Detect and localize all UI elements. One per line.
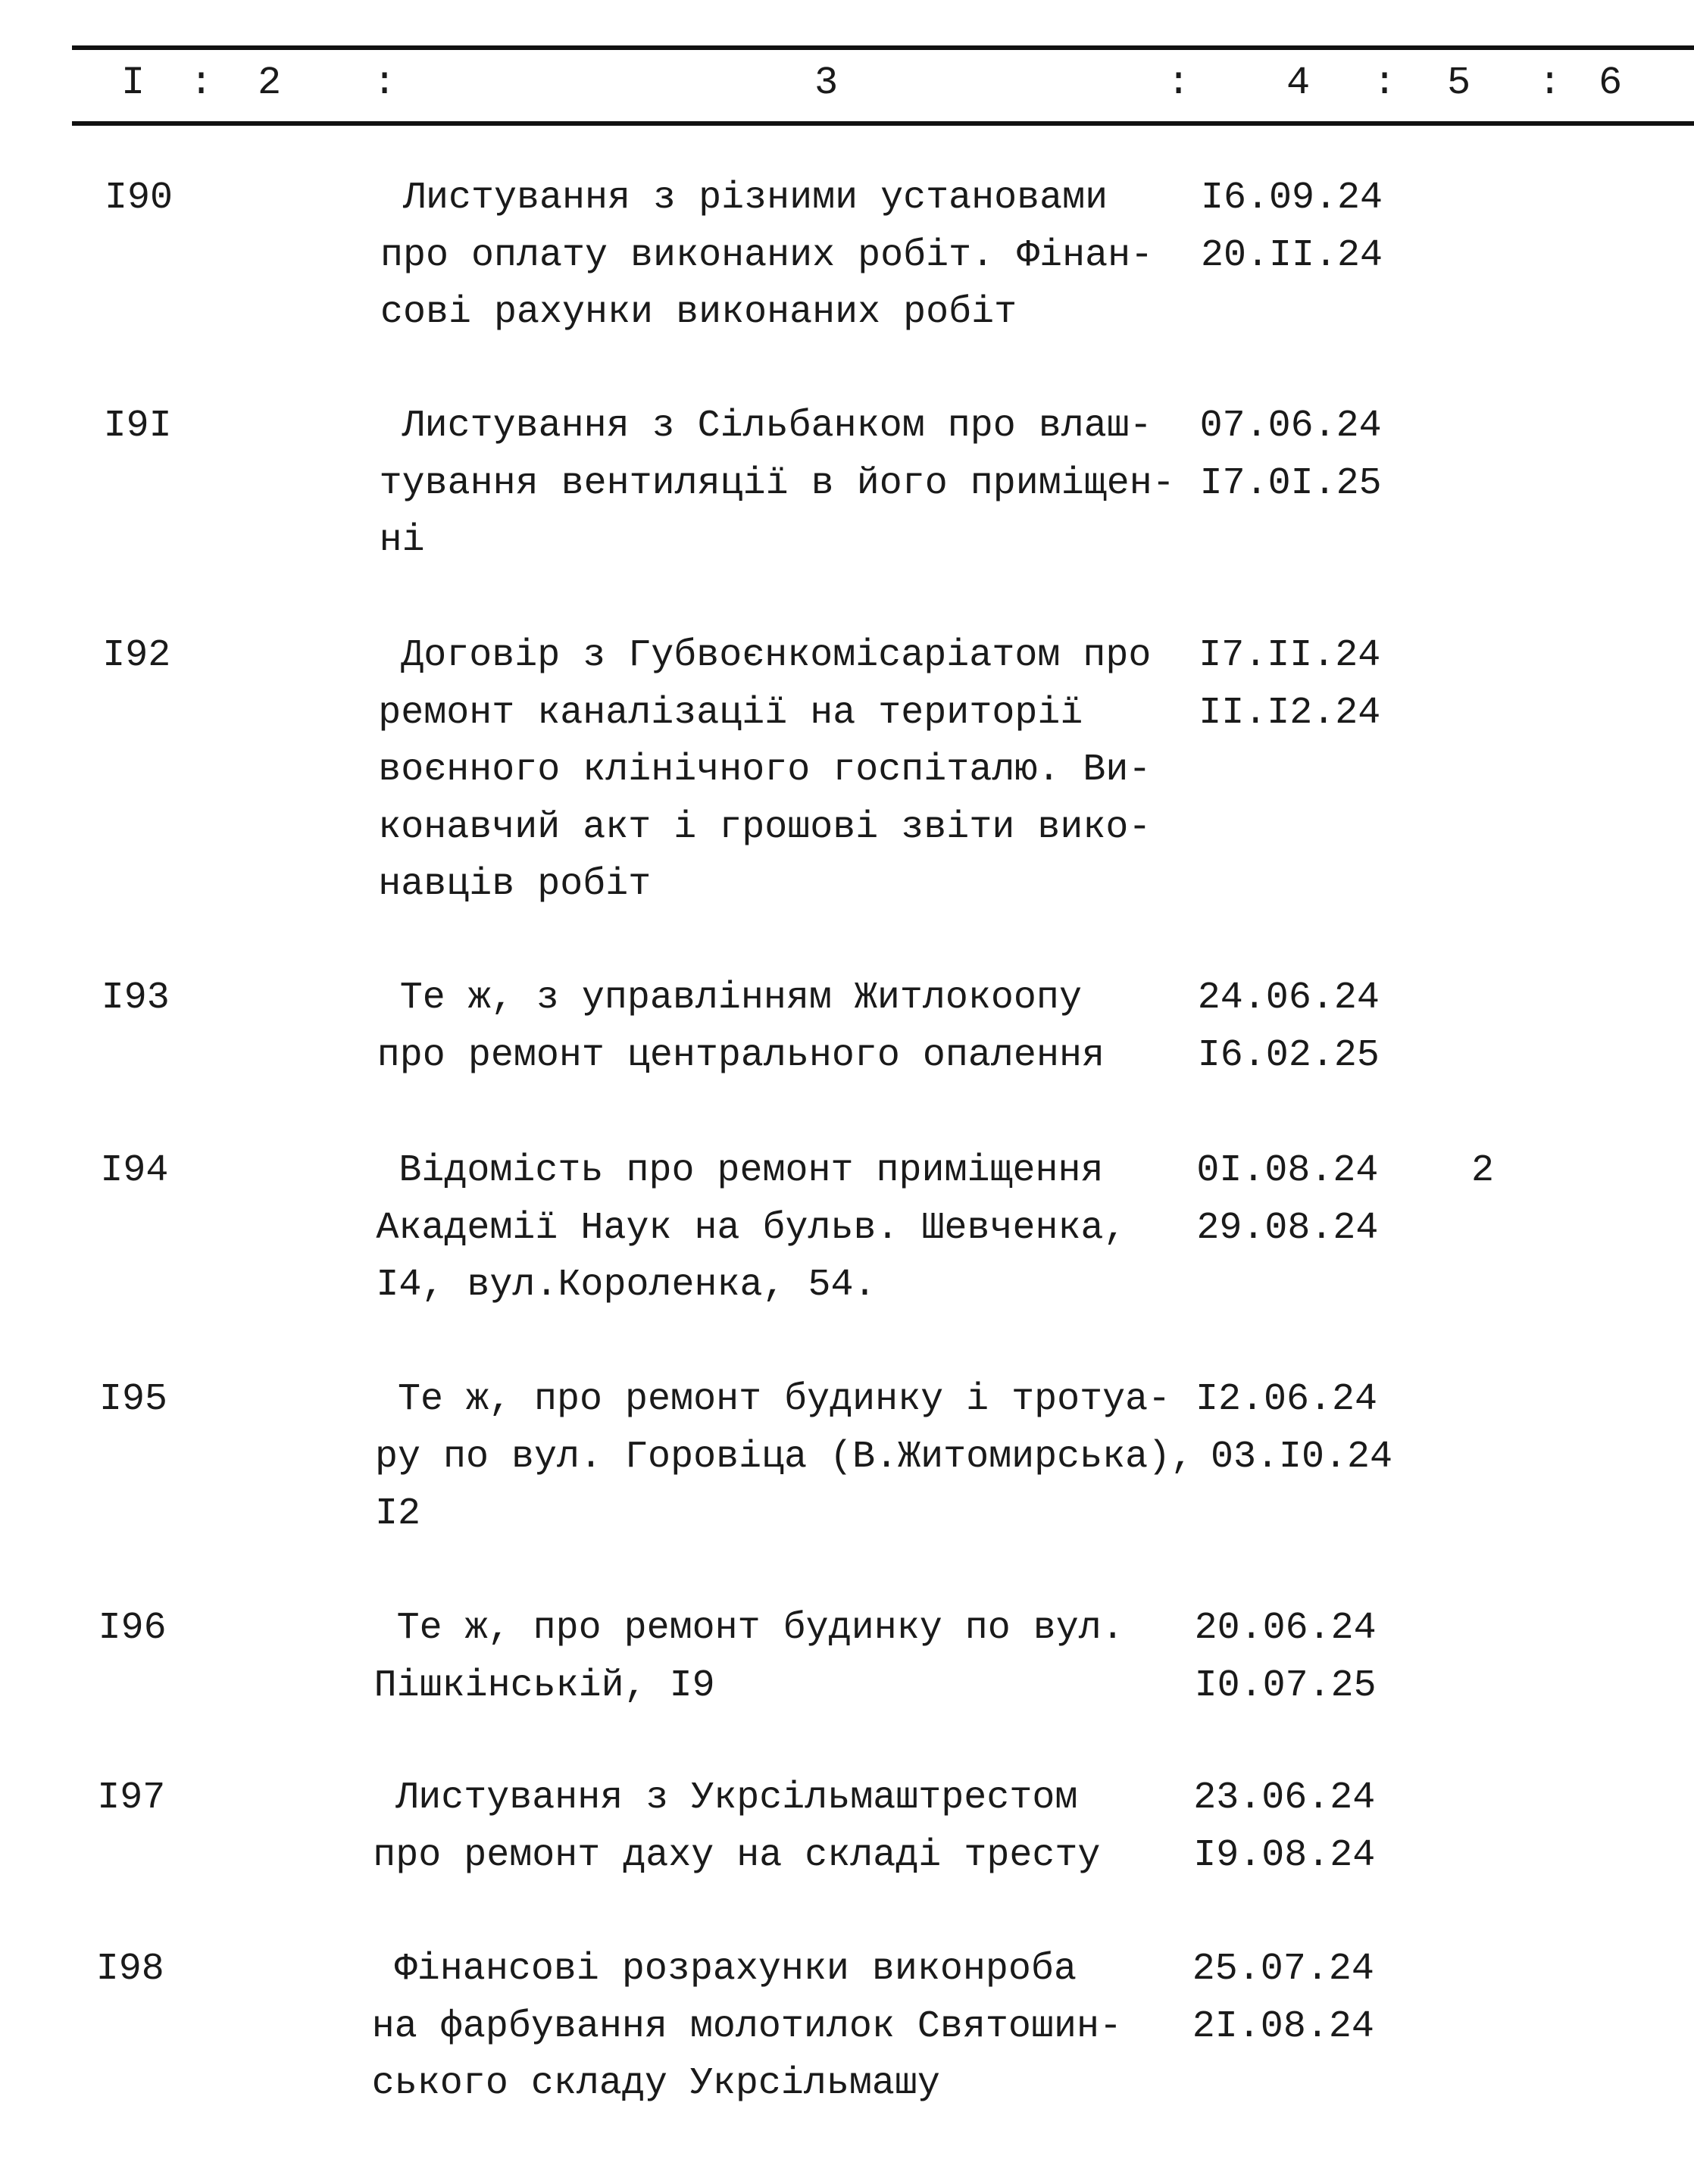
end-date: 03.I0.24 bbox=[1211, 1435, 1393, 1479]
item-title-line: Академії Наук на бульв. Шевченка, bbox=[376, 1206, 1127, 1250]
header-top-rule bbox=[72, 45, 1694, 50]
item-title-line: ру по вул. Горовіца (В.Житомирська), bbox=[375, 1435, 1194, 1479]
item-title-line: про оплату виконаних робіт. Фінан- bbox=[380, 233, 1154, 277]
column-header-6: 6 bbox=[1599, 61, 1623, 105]
item-number: I90 bbox=[105, 177, 173, 220]
start-date: I2.06.24 bbox=[1195, 1378, 1378, 1421]
item-number: I92 bbox=[102, 634, 171, 677]
start-date: 20.06.24 bbox=[1194, 1607, 1377, 1650]
column-separator: : bbox=[1167, 61, 1191, 105]
item-title-line: Листування з різними установами bbox=[403, 177, 1108, 220]
column-header-2: 2 bbox=[258, 61, 282, 105]
start-date: I7.II.24 bbox=[1199, 634, 1381, 677]
item-title-line: тування вентиляції в його приміщен- bbox=[379, 461, 1175, 505]
sheet-count: 2 bbox=[1471, 1149, 1495, 1192]
item-title-line: Договір з Губвоєнкомісаріатом про bbox=[401, 634, 1152, 677]
end-date: I0.07.25 bbox=[1194, 1664, 1377, 1708]
item-number: I9I bbox=[103, 405, 172, 448]
item-title-line: сові рахунки виконаних робіт bbox=[380, 291, 1017, 334]
item-number: I98 bbox=[95, 1948, 164, 1991]
start-date: 23.06.24 bbox=[1193, 1776, 1376, 1820]
column-header-4: 4 bbox=[1286, 61, 1311, 105]
item-title-line: Листування з Укрсільмаштрестом bbox=[395, 1776, 1078, 1820]
item-title-line: Те ж, про ремонт будинку по вул. bbox=[396, 1607, 1124, 1650]
column-header-5: 5 bbox=[1447, 61, 1471, 105]
item-title-line: про ремонт даху на складі тресту bbox=[373, 1833, 1101, 1877]
item-title-line: конавчий акт і грошові звіти вико- bbox=[378, 805, 1152, 849]
item-title-line: I4, вул.Короленка, 54. bbox=[376, 1264, 877, 1307]
item-title-line: Те ж, з управлінням Житлокоопу bbox=[399, 976, 1082, 1020]
header-bottom-rule bbox=[72, 121, 1694, 126]
start-date: 0I.08.24 bbox=[1196, 1149, 1379, 1192]
item-title-line: на фарбування молотилок Святошин- bbox=[371, 2004, 1122, 2048]
column-separator: : bbox=[1538, 61, 1562, 105]
end-date: I6.02.25 bbox=[1197, 1033, 1380, 1077]
item-title-line: навців робіт bbox=[378, 863, 652, 906]
end-date: II.I2.24 bbox=[1199, 691, 1381, 735]
end-date: 29.08.24 bbox=[1196, 1206, 1379, 1250]
start-date: I6.09.24 bbox=[1201, 177, 1383, 220]
item-title-line: I2 bbox=[375, 1492, 421, 1536]
item-number: I96 bbox=[98, 1607, 167, 1650]
item-number: I94 bbox=[100, 1149, 169, 1192]
item-title-line: про ремонт центрального опалення bbox=[377, 1033, 1105, 1077]
item-number: I95 bbox=[99, 1378, 168, 1421]
item-title-line: ні bbox=[379, 519, 425, 562]
item-title-line: Відомість про ремонт приміщення bbox=[398, 1149, 1104, 1192]
end-date: I7.0I.25 bbox=[1199, 461, 1382, 505]
column-separator: : bbox=[189, 61, 214, 105]
start-date: 25.07.24 bbox=[1192, 1948, 1374, 1991]
end-date: 2I.08.24 bbox=[1192, 2004, 1374, 2048]
item-title-line: Фінансові розрахунки виконроба bbox=[394, 1948, 1077, 1991]
item-title-line: ремонт каналізації на території bbox=[378, 691, 1083, 735]
item-number: I97 bbox=[97, 1776, 166, 1820]
item-title-line: воєнного клінічного госпіталю. Ви- bbox=[378, 748, 1152, 792]
item-title-line: ського складу Укрсільмашу bbox=[371, 2062, 940, 2105]
column-separator: : bbox=[1373, 61, 1397, 105]
column-header-1: I bbox=[121, 61, 145, 105]
item-number: I93 bbox=[101, 976, 170, 1020]
column-header-3: 3 bbox=[814, 61, 839, 105]
column-separator: : bbox=[373, 61, 397, 105]
start-date: 24.06.24 bbox=[1197, 976, 1380, 1020]
item-title-line: Пішкінській, I9 bbox=[373, 1664, 715, 1708]
start-date: 07.06.24 bbox=[1199, 405, 1382, 448]
end-date: 20.II.24 bbox=[1201, 233, 1383, 277]
item-title-line: Листування з Сільбанком про влаш- bbox=[402, 405, 1152, 448]
item-title-line: Те ж, про ремонт будинку і тротуа- bbox=[398, 1378, 1171, 1421]
end-date: I9.08.24 bbox=[1193, 1833, 1376, 1877]
